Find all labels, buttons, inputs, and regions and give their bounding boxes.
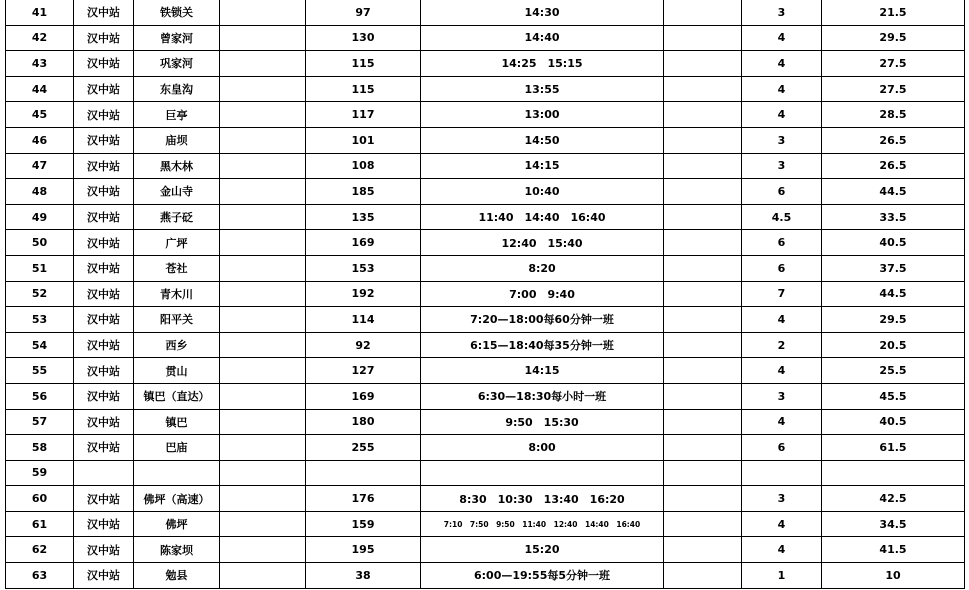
duration-cell: 3	[742, 0, 822, 25]
table-body	[6, 0, 965, 588]
distance-cell: 159	[306, 511, 421, 537]
departure-times-cell: 7:20—18:00每60分钟一班	[421, 307, 664, 333]
table-row	[6, 76, 965, 102]
distance-cell: 92	[306, 332, 421, 358]
route-number-cell: 43	[6, 51, 74, 77]
blank-cell	[220, 25, 306, 51]
spare-cell	[664, 358, 742, 384]
spare-cell	[664, 537, 742, 563]
blank-cell	[220, 358, 306, 384]
destination-cell: 佛坪（高速）	[134, 486, 220, 512]
distance-cell: 180	[306, 409, 421, 435]
distance-cell	[306, 460, 421, 486]
duration-cell: 4.5	[742, 204, 822, 230]
distance-cell: 115	[306, 76, 421, 102]
distance-cell: 192	[306, 281, 421, 307]
table-row	[6, 0, 965, 25]
departure-times-cell: 6:15—18:40每35分钟一班	[421, 332, 664, 358]
fare-cell: 44.5	[822, 179, 965, 205]
table-row	[6, 51, 965, 77]
distance-cell: 130	[306, 25, 421, 51]
blank-cell	[220, 76, 306, 102]
departure-times-cell: 14:40	[421, 25, 664, 51]
route-number-cell: 55	[6, 358, 74, 384]
distance-cell: 115	[306, 51, 421, 77]
duration-cell: 4	[742, 51, 822, 77]
blank-cell	[220, 0, 306, 25]
distance-cell: 127	[306, 358, 421, 384]
distance-cell: 255	[306, 435, 421, 461]
fare-cell: 44.5	[822, 281, 965, 307]
destination-cell: 青木川	[134, 281, 220, 307]
destination-cell: 巴庙	[134, 435, 220, 461]
spare-cell	[664, 409, 742, 435]
table-row	[6, 204, 965, 230]
route-number-cell: 58	[6, 435, 74, 461]
blank-cell	[220, 153, 306, 179]
departure-times-cell: 14:25 15:15	[421, 51, 664, 77]
destination-cell: 苍社	[134, 255, 220, 281]
spare-cell	[664, 383, 742, 409]
destination-cell: 巩家河	[134, 51, 220, 77]
table-row	[6, 255, 965, 281]
blank-cell	[220, 51, 306, 77]
departure-times-cell: 6:00—19:55每5分钟一班	[421, 563, 664, 589]
origin-station-cell: 汉中站	[74, 358, 134, 384]
departure-times-cell: 14:50	[421, 127, 664, 153]
distance-cell: 176	[306, 486, 421, 512]
destination-cell: 镇巴	[134, 409, 220, 435]
origin-station-cell: 汉中站	[74, 230, 134, 256]
distance-cell: 153	[306, 255, 421, 281]
fare-cell: 40.5	[822, 409, 965, 435]
blank-cell	[220, 511, 306, 537]
departure-times-cell: 12:40 15:40	[421, 230, 664, 256]
duration-cell: 2	[742, 332, 822, 358]
route-number-cell: 62	[6, 537, 74, 563]
blank-cell	[220, 383, 306, 409]
origin-station-cell: 汉中站	[74, 563, 134, 589]
departure-times-cell: 14:15	[421, 153, 664, 179]
destination-cell: 西乡	[134, 332, 220, 358]
blank-cell	[220, 435, 306, 461]
duration-cell: 4	[742, 307, 822, 333]
distance-cell: 135	[306, 204, 421, 230]
distance-cell: 169	[306, 383, 421, 409]
distance-cell: 114	[306, 307, 421, 333]
duration-cell: 6	[742, 435, 822, 461]
spare-cell	[664, 332, 742, 358]
distance-cell: 38	[306, 563, 421, 589]
duration-cell: 4	[742, 537, 822, 563]
origin-station-cell: 汉中站	[74, 281, 134, 307]
origin-station-cell: 汉中站	[74, 332, 134, 358]
departure-times-cell: 8:00	[421, 435, 664, 461]
route-number-cell: 53	[6, 307, 74, 333]
duration-cell: 4	[742, 76, 822, 102]
table-row	[6, 230, 965, 256]
table-row	[6, 25, 965, 51]
departure-times-cell: 13:00	[421, 102, 664, 128]
departure-times-cell: 15:20	[421, 537, 664, 563]
route-number-cell: 63	[6, 563, 74, 589]
origin-station-cell: 汉中站	[74, 127, 134, 153]
route-number-cell: 60	[6, 486, 74, 512]
fare-cell: 20.5	[822, 332, 965, 358]
origin-station-cell: 汉中站	[74, 204, 134, 230]
destination-cell: 铁锁关	[134, 0, 220, 25]
destination-cell: 曾家河	[134, 25, 220, 51]
table-row	[6, 153, 965, 179]
table-row	[6, 511, 965, 537]
distance-cell: 97	[306, 0, 421, 25]
table-row	[6, 409, 965, 435]
spare-cell	[664, 435, 742, 461]
spare-cell	[664, 179, 742, 205]
spare-cell	[664, 563, 742, 589]
origin-station-cell: 汉中站	[74, 0, 134, 25]
route-number-cell: 46	[6, 127, 74, 153]
duration-cell: 3	[742, 486, 822, 512]
spare-cell	[664, 0, 742, 25]
departure-times-cell	[421, 460, 664, 486]
duration-cell: 6	[742, 230, 822, 256]
spare-cell	[664, 460, 742, 486]
duration-cell: 7	[742, 281, 822, 307]
departure-times-cell: 7:00 9:40	[421, 281, 664, 307]
spare-cell	[664, 307, 742, 333]
spare-cell	[664, 204, 742, 230]
fare-cell: 41.5	[822, 537, 965, 563]
duration-cell: 4	[742, 102, 822, 128]
destination-cell: 阳平关	[134, 307, 220, 333]
route-number-cell: 42	[6, 25, 74, 51]
blank-cell	[220, 204, 306, 230]
route-number-cell: 50	[6, 230, 74, 256]
route-number-cell: 56	[6, 383, 74, 409]
fare-cell: 27.5	[822, 76, 965, 102]
table-row	[6, 383, 965, 409]
destination-cell: 镇巴（直达）	[134, 383, 220, 409]
destination-cell: 黑木林	[134, 153, 220, 179]
fare-cell: 33.5	[822, 204, 965, 230]
fare-cell: 10	[822, 563, 965, 589]
origin-station-cell	[74, 460, 134, 486]
spare-cell	[664, 153, 742, 179]
table-row	[6, 460, 965, 486]
distance-cell: 185	[306, 179, 421, 205]
origin-station-cell: 汉中站	[74, 486, 134, 512]
route-number-cell: 48	[6, 179, 74, 205]
table-row	[6, 127, 965, 153]
bus-schedule-table	[5, 0, 965, 589]
destination-cell: 庙坝	[134, 127, 220, 153]
origin-station-cell: 汉中站	[74, 307, 134, 333]
blank-cell	[220, 563, 306, 589]
departure-times-cell: 8:30 10:30 13:40 16:20	[421, 486, 664, 512]
duration-cell: 3	[742, 153, 822, 179]
fare-cell: 27.5	[822, 51, 965, 77]
destination-cell: 巨亭	[134, 102, 220, 128]
spare-cell	[664, 255, 742, 281]
origin-station-cell: 汉中站	[74, 511, 134, 537]
spare-cell	[664, 511, 742, 537]
distance-cell: 169	[306, 230, 421, 256]
destination-cell: 金山寺	[134, 179, 220, 205]
departure-times-cell: 11:40 14:40 16:40	[421, 204, 664, 230]
fare-cell	[822, 460, 965, 486]
fare-cell: 42.5	[822, 486, 965, 512]
departure-times-cell: 9:50 15:30	[421, 409, 664, 435]
duration-cell: 6	[742, 179, 822, 205]
fare-cell: 40.5	[822, 230, 965, 256]
destination-cell: 勉县	[134, 563, 220, 589]
fare-cell: 29.5	[822, 25, 965, 51]
table-row	[6, 537, 965, 563]
duration-cell: 4	[742, 358, 822, 384]
origin-station-cell: 汉中站	[74, 435, 134, 461]
route-number-cell: 61	[6, 511, 74, 537]
route-number-cell: 54	[6, 332, 74, 358]
spare-cell	[664, 486, 742, 512]
departure-times-cell: 10:40	[421, 179, 664, 205]
spare-cell	[664, 102, 742, 128]
blank-cell	[220, 102, 306, 128]
distance-cell: 108	[306, 153, 421, 179]
route-number-cell: 44	[6, 76, 74, 102]
route-number-cell: 45	[6, 102, 74, 128]
blank-cell	[220, 537, 306, 563]
blank-cell	[220, 281, 306, 307]
distance-cell: 195	[306, 537, 421, 563]
table-row	[6, 332, 965, 358]
origin-station-cell: 汉中站	[74, 255, 134, 281]
destination-cell	[134, 460, 220, 486]
route-number-cell: 59	[6, 460, 74, 486]
duration-cell: 3	[742, 127, 822, 153]
route-number-cell: 41	[6, 0, 74, 25]
destination-cell: 陈家坝	[134, 537, 220, 563]
destination-cell: 贯山	[134, 358, 220, 384]
origin-station-cell: 汉中站	[74, 383, 134, 409]
blank-cell	[220, 179, 306, 205]
spare-cell	[664, 127, 742, 153]
fare-cell: 21.5	[822, 0, 965, 25]
table-row	[6, 563, 965, 589]
fare-cell: 25.5	[822, 358, 965, 384]
duration-cell: 1	[742, 563, 822, 589]
route-number-cell: 57	[6, 409, 74, 435]
departure-times-cell: 6:30—18:30每小时一班	[421, 383, 664, 409]
fare-cell: 29.5	[822, 307, 965, 333]
spare-cell	[664, 281, 742, 307]
spare-cell	[664, 51, 742, 77]
origin-station-cell: 汉中站	[74, 102, 134, 128]
table-row	[6, 102, 965, 128]
table-row	[6, 179, 965, 205]
duration-cell: 4	[742, 511, 822, 537]
duration-cell: 4	[742, 409, 822, 435]
origin-station-cell: 汉中站	[74, 409, 134, 435]
route-number-cell: 51	[6, 255, 74, 281]
spare-cell	[664, 25, 742, 51]
blank-cell	[220, 460, 306, 486]
route-number-cell: 52	[6, 281, 74, 307]
blank-cell	[220, 486, 306, 512]
departure-times-cell: 14:15	[421, 358, 664, 384]
origin-station-cell: 汉中站	[74, 179, 134, 205]
fare-cell: 34.5	[822, 511, 965, 537]
duration-cell: 4	[742, 25, 822, 51]
spare-cell	[664, 76, 742, 102]
route-number-cell: 47	[6, 153, 74, 179]
table-row	[6, 307, 965, 333]
origin-station-cell: 汉中站	[74, 25, 134, 51]
blank-cell	[220, 127, 306, 153]
fare-cell: 26.5	[822, 127, 965, 153]
table-row	[6, 435, 965, 461]
distance-cell: 101	[306, 127, 421, 153]
departure-times-cell: 13:55	[421, 76, 664, 102]
fare-cell: 45.5	[822, 383, 965, 409]
blank-cell	[220, 409, 306, 435]
fare-cell: 28.5	[822, 102, 965, 128]
departure-times-cell: 7:10 7:50 9:50 11:40 12:40 14:40 16:40	[421, 511, 664, 537]
blank-cell	[220, 332, 306, 358]
destination-cell: 燕子砭	[134, 204, 220, 230]
blank-cell	[220, 255, 306, 281]
origin-station-cell: 汉中站	[74, 153, 134, 179]
fare-cell: 37.5	[822, 255, 965, 281]
blank-cell	[220, 307, 306, 333]
departure-times-cell: 8:20	[421, 255, 664, 281]
origin-station-cell: 汉中站	[74, 76, 134, 102]
destination-cell: 东皇沟	[134, 76, 220, 102]
spare-cell	[664, 230, 742, 256]
fare-cell: 26.5	[822, 153, 965, 179]
fare-cell: 61.5	[822, 435, 965, 461]
origin-station-cell: 汉中站	[74, 51, 134, 77]
departure-times-cell: 14:30	[421, 0, 664, 25]
destination-cell: 佛坪	[134, 511, 220, 537]
duration-cell: 6	[742, 255, 822, 281]
destination-cell: 广坪	[134, 230, 220, 256]
table-row	[6, 281, 965, 307]
blank-cell	[220, 230, 306, 256]
distance-cell: 117	[306, 102, 421, 128]
route-number-cell: 49	[6, 204, 74, 230]
table-row	[6, 486, 965, 512]
duration-cell	[742, 460, 822, 486]
table-row	[6, 358, 965, 384]
duration-cell: 3	[742, 383, 822, 409]
origin-station-cell: 汉中站	[74, 537, 134, 563]
